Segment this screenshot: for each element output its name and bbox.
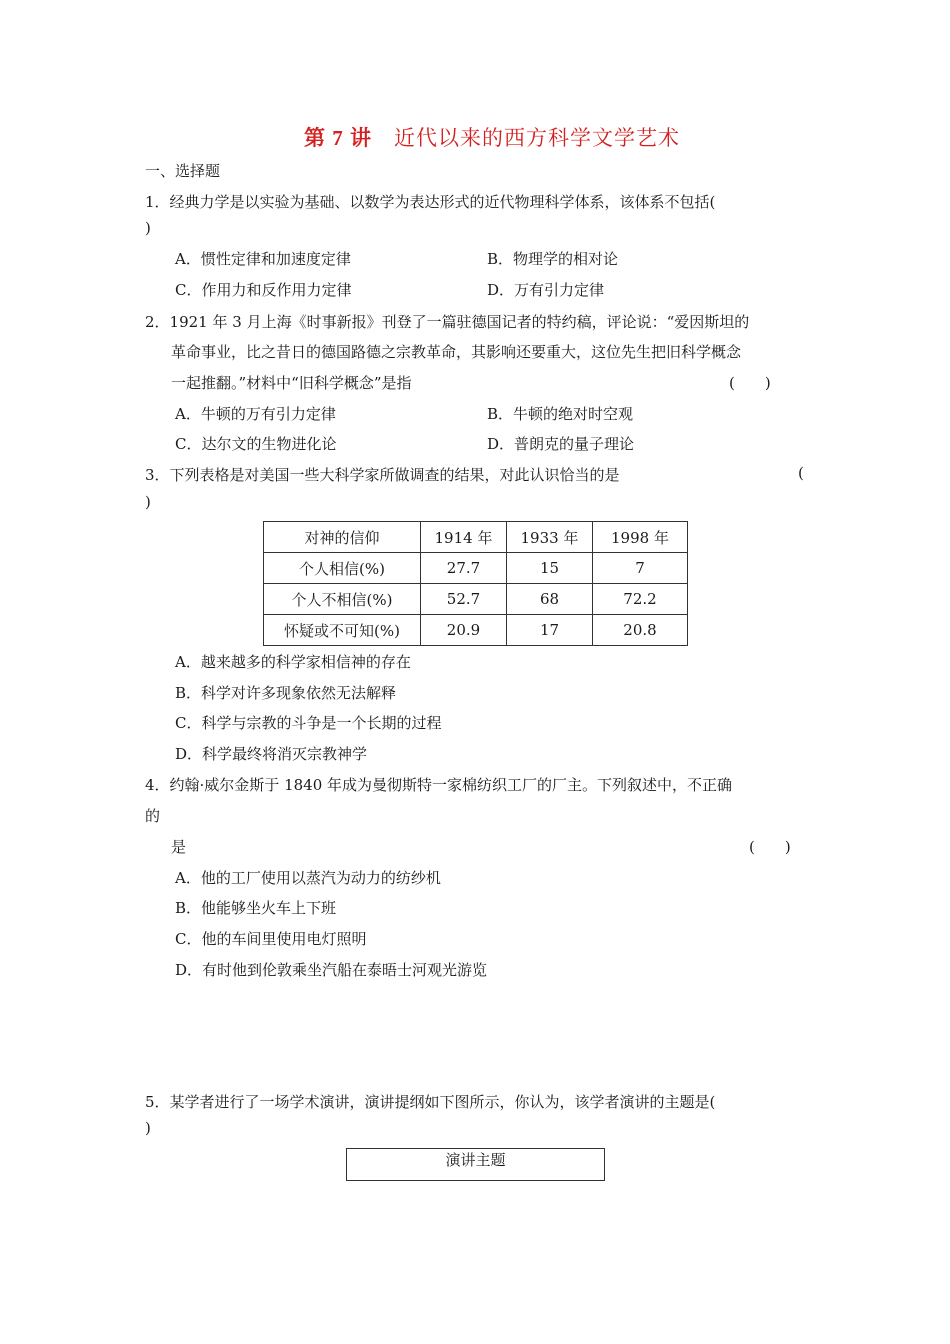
q4-option-b: B．他能够坐火车上下班 (175, 899, 337, 917)
q2-option-d: D．普朗克的量子理论 (487, 435, 635, 453)
table-cell: 个人相信(%) (264, 553, 421, 584)
q4-option-c: C．他的车间里使用电灯照明 (175, 930, 367, 948)
table-header-cell: 1933 年 (507, 522, 593, 553)
table-cell: 52.7 (421, 584, 507, 615)
table-cell: 68 (507, 584, 593, 615)
q1-stem: 1．经典力学是以实验为基础、以数学为表达形式的近代物理科学体系，该体系不包括( (145, 193, 716, 211)
table-cell: 17 (507, 615, 593, 646)
table-header-row (264, 522, 688, 553)
page-title (0, 122, 950, 152)
q3-option-d: D．科学最终将消灭宗教神学 (175, 745, 368, 763)
q5-stem-cont: ) (145, 1119, 151, 1137)
q2-option-c: C．达尔文的生物进化论 (175, 435, 337, 453)
q1-stem-cont: ) (145, 219, 151, 237)
section-heading: 一、选择题 (145, 162, 221, 180)
table-cell: 怀疑或不可知(%) (264, 615, 421, 646)
table-row (264, 584, 688, 615)
q4-answer-paren: ( ) (749, 838, 791, 856)
q1-option-c: C．作用力和反作用力定律 (175, 281, 352, 299)
q4-line1: 4．约翰·威尔金斯于 1840 年成为曼彻斯特一家棉纺织工厂的厂主。下列叙述中，不正确 (145, 776, 733, 794)
q3-option-a: A．越来越多的科学家相信神的存在 (175, 653, 411, 671)
q4-option-d: D．有时他到伦敦乘坐汽船在泰晤士河观光游览 (175, 961, 488, 979)
table-cell: 15 (507, 553, 593, 584)
q1-option-d: D．万有引力定律 (487, 281, 605, 299)
table-row (264, 615, 688, 646)
table-cell: 个人不相信(%) (264, 584, 421, 615)
q2-line1: 2．1921 年 3 月上海《时事新报》刊登了一篇驻德国记者的特约稿，评论说：“爱因斯坦的 (145, 313, 750, 331)
table-header-cell: 1998 年 (593, 522, 688, 553)
q2-line3: 一起推翻。”材料中“旧科学概念”是指 (171, 374, 412, 392)
table-cell: 7 (593, 553, 688, 584)
speech-topic-box: 演讲主题 (346, 1148, 605, 1181)
table-cell: 27.7 (421, 553, 507, 584)
lecture-number: 第 7 讲 (304, 126, 372, 150)
q3-stem: 3．下列表格是对美国一些大科学家所做调查的结果，对此认识恰当的是 (145, 466, 620, 484)
q4-option-a: A．他的工厂使用以蒸汽为动力的纺纱机 (175, 869, 441, 887)
table-header-cell: 对神的信仰 (264, 522, 421, 553)
q1-option-b: B．物理学的相对论 (487, 250, 619, 268)
table-cell: 20.8 (593, 615, 688, 646)
table-cell: 72.2 (593, 584, 688, 615)
table-header-cell: 1914 年 (421, 522, 507, 553)
q2-option-a: A．牛顿的万有引力定律 (175, 405, 336, 423)
q5-stem: 5．某学者进行了一场学术演讲，演讲提纲如下图所示，你认为，该学者演讲的主题是( (145, 1093, 716, 1111)
q3-option-c: C．科学与宗教的斗争是一个长期的过程 (175, 714, 442, 732)
q2-option-b: B．牛顿的绝对时空观 (487, 405, 634, 423)
table-row (264, 553, 688, 584)
q3-paren-close: ) (145, 493, 151, 511)
q1-option-a: A．惯性定律和加速度定律 (175, 250, 351, 268)
q4-line3: 是 (171, 838, 187, 856)
q3-option-b: B．科学对许多现象依然无法解释 (175, 684, 397, 702)
table-cell: 20.9 (421, 615, 507, 646)
q2-line2: 革命事业，比之昔日的德国路德之宗教革命，其影响还要重大，这位先生把旧科学概念 (171, 343, 742, 361)
q3-paren-open: ( (798, 464, 804, 482)
q4-line2: 的 (145, 807, 161, 825)
survey-table (263, 521, 688, 646)
lecture-title: 近代以来的西方科学文学艺术 (394, 126, 680, 150)
q2-answer-paren: ( ) (729, 374, 771, 392)
